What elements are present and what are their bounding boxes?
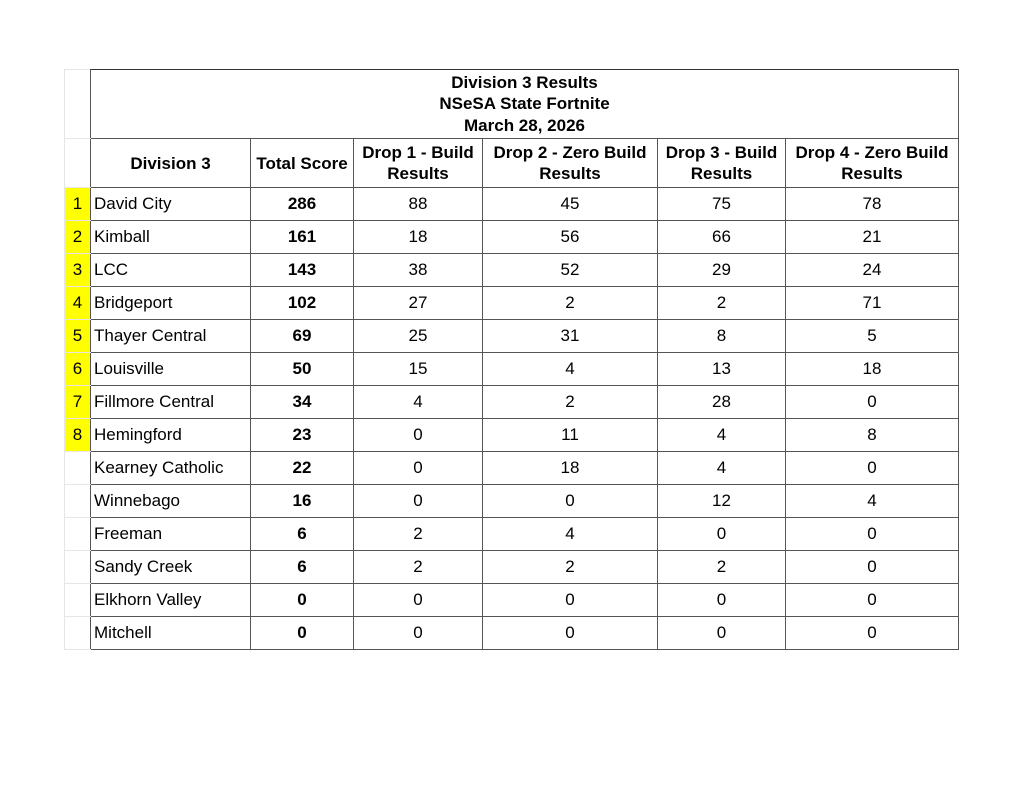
table-row: [65, 221, 959, 254]
rank-cell: 2: [65, 221, 91, 254]
total-score: 69: [251, 320, 354, 353]
rank-cell: [65, 617, 91, 650]
drop-4-score: 24: [786, 254, 959, 287]
table-row: [65, 287, 959, 320]
drop-3-score: 4: [658, 452, 786, 485]
header-drop-1: Drop 1 - Build Results: [354, 139, 483, 188]
table-row: [65, 353, 959, 386]
drop-4-score: 0: [786, 518, 959, 551]
team-name: Kimball: [91, 221, 251, 254]
drop-4-score: 8: [786, 419, 959, 452]
rank-cell: [65, 485, 91, 518]
title-line-2: NSeSA State Fortnite: [439, 94, 610, 114]
table-row: [65, 320, 959, 353]
header-total-score: Total Score: [251, 139, 354, 188]
drop-1-score: 0: [354, 419, 483, 452]
team-name: Fillmore Central: [91, 386, 251, 419]
drop-2-score: 31: [483, 320, 658, 353]
header-drop-2: Drop 2 - Zero Build Results: [483, 139, 658, 188]
drop-1-score: 27: [354, 287, 483, 320]
drop-4-score: 0: [786, 551, 959, 584]
table-row: [65, 584, 959, 617]
header-drop-4: Drop 4 - Zero Build Results: [786, 139, 959, 188]
rank-cell: [65, 518, 91, 551]
total-score: 143: [251, 254, 354, 287]
header-row: [65, 139, 959, 188]
table-title: [91, 70, 959, 139]
drop-2-score: 18: [483, 452, 658, 485]
rank-cell: 4: [65, 287, 91, 320]
drop-3-score: 28: [658, 386, 786, 419]
total-score: 102: [251, 287, 354, 320]
table-row: [65, 617, 959, 650]
drop-3-score: 0: [658, 584, 786, 617]
results-table: [64, 69, 959, 650]
drop-1-score: 4: [354, 386, 483, 419]
rank-cell: 1: [65, 188, 91, 221]
drop-4-score: 18: [786, 353, 959, 386]
rank-cell: [65, 139, 91, 188]
rank-cell: 8: [65, 419, 91, 452]
total-score: 161: [251, 221, 354, 254]
drop-3-score: 0: [658, 518, 786, 551]
drop-2-score: 4: [483, 353, 658, 386]
team-name: Louisville: [91, 353, 251, 386]
drop-1-score: 0: [354, 584, 483, 617]
drop-3-score: 8: [658, 320, 786, 353]
team-name: Elkhorn Valley: [91, 584, 251, 617]
drop-2-score: 4: [483, 518, 658, 551]
rank-cell: 3: [65, 254, 91, 287]
drop-1-score: 25: [354, 320, 483, 353]
total-score: 286: [251, 188, 354, 221]
drop-1-score: 18: [354, 221, 483, 254]
drop-2-score: 2: [483, 287, 658, 320]
team-name: Freeman: [91, 518, 251, 551]
drop-2-score: 45: [483, 188, 658, 221]
drop-4-score: 71: [786, 287, 959, 320]
total-score: 34: [251, 386, 354, 419]
drop-4-score: 0: [786, 584, 959, 617]
team-name: Hemingford: [91, 419, 251, 452]
total-score: 6: [251, 551, 354, 584]
drop-3-score: 75: [658, 188, 786, 221]
table-row: [65, 419, 959, 452]
drop-1-score: 0: [354, 485, 483, 518]
team-name: Thayer Central: [91, 320, 251, 353]
team-name: Winnebago: [91, 485, 251, 518]
total-score: 0: [251, 584, 354, 617]
drop-2-score: 2: [483, 386, 658, 419]
header-drop-3: Drop 3 - Build Results: [658, 139, 786, 188]
rank-cell: [65, 70, 91, 139]
team-name: LCC: [91, 254, 251, 287]
drop-1-score: 88: [354, 188, 483, 221]
drop-4-score: 21: [786, 221, 959, 254]
drop-2-score: 0: [483, 617, 658, 650]
drop-3-score: 4: [658, 419, 786, 452]
team-name: Kearney Catholic: [91, 452, 251, 485]
rank-cell: 5: [65, 320, 91, 353]
drop-3-score: 12: [658, 485, 786, 518]
rank-cell: [65, 452, 91, 485]
drop-2-score: 52: [483, 254, 658, 287]
drop-3-score: 2: [658, 287, 786, 320]
drop-2-score: 11: [483, 419, 658, 452]
title-line-3: March 28, 2026: [464, 115, 585, 135]
table-row: [65, 518, 959, 551]
drop-2-score: 56: [483, 221, 658, 254]
drop-3-score: 66: [658, 221, 786, 254]
drop-2-score: 2: [483, 551, 658, 584]
table-row: [65, 254, 959, 287]
rank-cell: [65, 551, 91, 584]
drop-3-score: 2: [658, 551, 786, 584]
drop-3-score: 29: [658, 254, 786, 287]
team-name: Sandy Creek: [91, 551, 251, 584]
total-score: 22: [251, 452, 354, 485]
total-score: 6: [251, 518, 354, 551]
total-score: 23: [251, 419, 354, 452]
drop-2-score: 0: [483, 584, 658, 617]
drop-1-score: 2: [354, 518, 483, 551]
table-row: [65, 452, 959, 485]
drop-1-score: 38: [354, 254, 483, 287]
drop-2-score: 0: [483, 485, 658, 518]
drop-1-score: 0: [354, 452, 483, 485]
team-name: David City: [91, 188, 251, 221]
drop-1-score: 15: [354, 353, 483, 386]
drop-4-score: 0: [786, 452, 959, 485]
title-row: [65, 70, 959, 139]
team-name: Mitchell: [91, 617, 251, 650]
total-score: 16: [251, 485, 354, 518]
drop-3-score: 0: [658, 617, 786, 650]
total-score: 50: [251, 353, 354, 386]
rank-cell: [65, 584, 91, 617]
table-row: [65, 188, 959, 221]
team-name: Bridgeport: [91, 287, 251, 320]
drop-1-score: 0: [354, 617, 483, 650]
header-division: Division 3: [91, 139, 251, 188]
total-score: 0: [251, 617, 354, 650]
drop-4-score: 78: [786, 188, 959, 221]
drop-4-score: 0: [786, 386, 959, 419]
drop-4-score: 5: [786, 320, 959, 353]
table-row: [65, 485, 959, 518]
drop-3-score: 13: [658, 353, 786, 386]
table-row: [65, 386, 959, 419]
rank-cell: 7: [65, 386, 91, 419]
drop-4-score: 4: [786, 485, 959, 518]
table-row: [65, 551, 959, 584]
drop-4-score: 0: [786, 617, 959, 650]
drop-1-score: 2: [354, 551, 483, 584]
title-line-1: Division 3 Results: [451, 72, 598, 92]
rank-cell: 6: [65, 353, 91, 386]
